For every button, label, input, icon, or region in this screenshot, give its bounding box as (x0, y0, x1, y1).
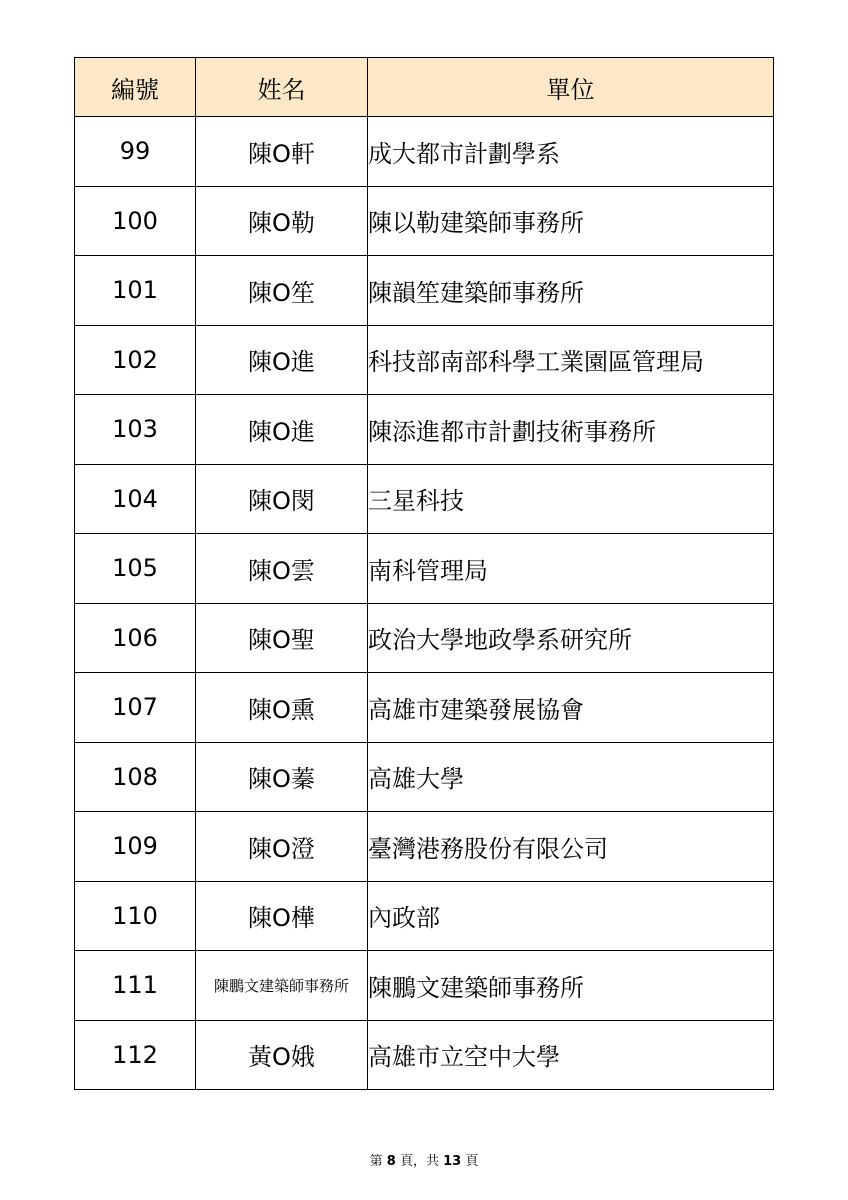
cell-name: 黃O娥 (196, 1020, 368, 1090)
table-row (75, 325, 774, 395)
cell-number: 110 (75, 881, 196, 951)
cell-number: 106 (75, 603, 196, 673)
cell-number: 101 (75, 256, 196, 326)
table-body (75, 117, 774, 1090)
footer-prefix: 第 (369, 1154, 383, 1169)
cell-unit: 陳以勒建築師事務所 (368, 186, 774, 256)
cell-unit: 陳鵬文建築師事務所 (368, 951, 774, 1021)
cell-number: 108 (75, 742, 196, 812)
cell-name: 陳O澄 (196, 812, 368, 882)
table-row (75, 186, 774, 256)
cell-name: 陳O閔 (196, 464, 368, 534)
cell-name: 陳O軒 (196, 117, 368, 187)
cell-unit: 政治大學地政學系研究所 (368, 603, 774, 673)
header-row (75, 58, 774, 117)
cell-number: 103 (75, 395, 196, 465)
cell-number: 109 (75, 812, 196, 882)
cell-number: 105 (75, 534, 196, 604)
cell-name: 陳O蓁 (196, 742, 368, 812)
cell-name: 陳O樺 (196, 881, 368, 951)
table-row (75, 464, 774, 534)
table-row (75, 395, 774, 465)
cell-number: 104 (75, 464, 196, 534)
cell-unit: 高雄市立空中大學 (368, 1020, 774, 1090)
footer-total-pages: 13 (443, 1154, 462, 1169)
cell-unit: 高雄市建築發展協會 (368, 673, 774, 743)
cell-number: 107 (75, 673, 196, 743)
table-row (75, 881, 774, 951)
cell-number: 111 (75, 951, 196, 1021)
footer-page-number: 8 (386, 1154, 396, 1169)
table-row (75, 534, 774, 604)
roster-table (74, 57, 774, 1090)
table-row (75, 951, 774, 1021)
table-row (75, 812, 774, 882)
cell-name: 陳O進 (196, 395, 368, 465)
table-row (75, 1020, 774, 1090)
cell-name: 陳O進 (196, 325, 368, 395)
header-number: 編號 (75, 58, 196, 117)
footer-suffix: 頁 (465, 1154, 479, 1169)
cell-name: 陳O雲 (196, 534, 368, 604)
cell-unit: 三星科技 (368, 464, 774, 534)
table-row (75, 742, 774, 812)
table-header (75, 58, 774, 117)
cell-number: 99 (75, 117, 196, 187)
cell-unit: 陳韻笙建築師事務所 (368, 256, 774, 326)
page-footer (0, 1150, 848, 1169)
cell-name: 陳O笙 (196, 256, 368, 326)
cell-unit: 南科管理局 (368, 534, 774, 604)
header-unit: 單位 (368, 58, 774, 117)
cell-name: 陳O勒 (196, 186, 368, 256)
cell-name: 陳O聖 (196, 603, 368, 673)
cell-number: 100 (75, 186, 196, 256)
table-row (75, 603, 774, 673)
cell-unit: 內政部 (368, 881, 774, 951)
cell-unit: 高雄大學 (368, 742, 774, 812)
cell-unit: 科技部南部科學工業園區管理局 (368, 325, 774, 395)
cell-unit: 臺灣港務股份有限公司 (368, 812, 774, 882)
table-row (75, 117, 774, 187)
footer-middle: 頁，共 (399, 1154, 439, 1169)
cell-name: 陳鵬文建築師事務所 (196, 951, 368, 1021)
cell-name: 陳O熏 (196, 673, 368, 743)
table-row (75, 673, 774, 743)
cell-unit: 成大都市計劃學系 (368, 117, 774, 187)
table-row (75, 256, 774, 326)
cell-unit: 陳添進都市計劃技術事務所 (368, 395, 774, 465)
cell-number: 102 (75, 325, 196, 395)
cell-number: 112 (75, 1020, 196, 1090)
header-name: 姓名 (196, 58, 368, 117)
